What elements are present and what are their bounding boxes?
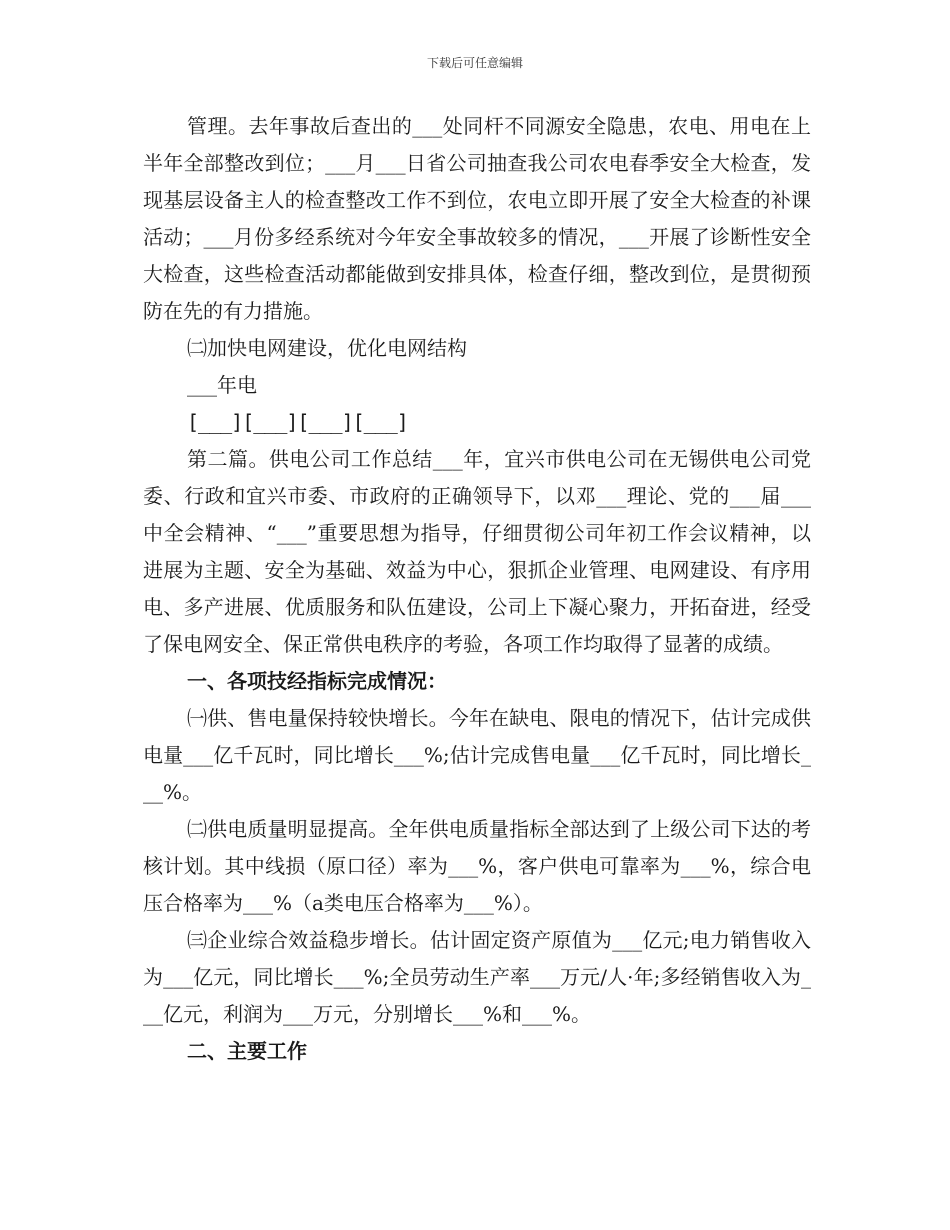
paragraph-supply-growth: ㈠供、售电量保持较快增长。今年在缺电、限电的情况下，估计完成供电量___亿千瓦时，同比增长___%;估计完成售电量___亿千瓦时，同比增长___%。 bbox=[143, 706, 811, 804]
paragraph-supply-quality: ㈡供电质量明显提高。全年供电质量指标全部达到了上级公司下达的考核计划。其中线损（原口径）率为___%，客户供电可靠率为___%，综合电压合格率为___%（a类电压合格率为___%）。 bbox=[143, 817, 811, 915]
paragraph-benefits: ㈢企业综合效益稳步增长。估计固定资产原值为___亿元;电力销售收入为___亿元，同比增长___%;全员劳动生产率___万元/人·年;多经销售收入为___亿元，利润为___万元，分别增长___%和___%。 bbox=[143, 928, 811, 1026]
paragraph-second-article: 第二篇。供电公司工作总结___年，宜兴市供电公司在无锡供电公司党委、行政和宜兴市委、市政府的正确领导下，以邓___理论、党的___届___中全会精神、“___”重要思想为指导，仔细贯彻公司年初工作会议精神，以进展为主题、安全为基础、效益为中心，狠抓企业管理、电网建设、有序用电、多产进展、优质服务和队伍建设，公司上下凝心聚力，开拓奋进，经受了保电网安全、保正常供电秩序的考验，各项工作均取得了显著的成绩。 bbox=[143, 447, 811, 656]
paragraph-brackets: [___][___][___][___] bbox=[187, 410, 408, 434]
heading-main-work: 二、主要工作 bbox=[187, 1039, 307, 1063]
paragraph-grid-construction: ㈡加快电网建设，优化电网结构 bbox=[187, 336, 467, 360]
header-note: 下载后可任意编辑 bbox=[426, 56, 523, 70]
paragraph-management: 管理。去年事故后查出的___处同杆不同源安全隐患，农电、用电在上半年全部整改到位；___月___日省公司抽查我公司农电春季安全大检查，发现基层设备主人的检查整改工作不到位，农电立即开展了安全大检查的补课活动；___月份多经系统对今年安全事故较多的情况，___开展了诊断性安全大检查，这些检查活动都能做到安排具体，检查仔细，整改到位，是贯彻预防在先的有力措施。 bbox=[143, 114, 811, 323]
paragraph-year-electric: ___年电 bbox=[187, 373, 257, 397]
document-body bbox=[143, 108, 811, 1070]
heading-indicators: 一、各项技经指标完成情况： bbox=[187, 669, 447, 693]
